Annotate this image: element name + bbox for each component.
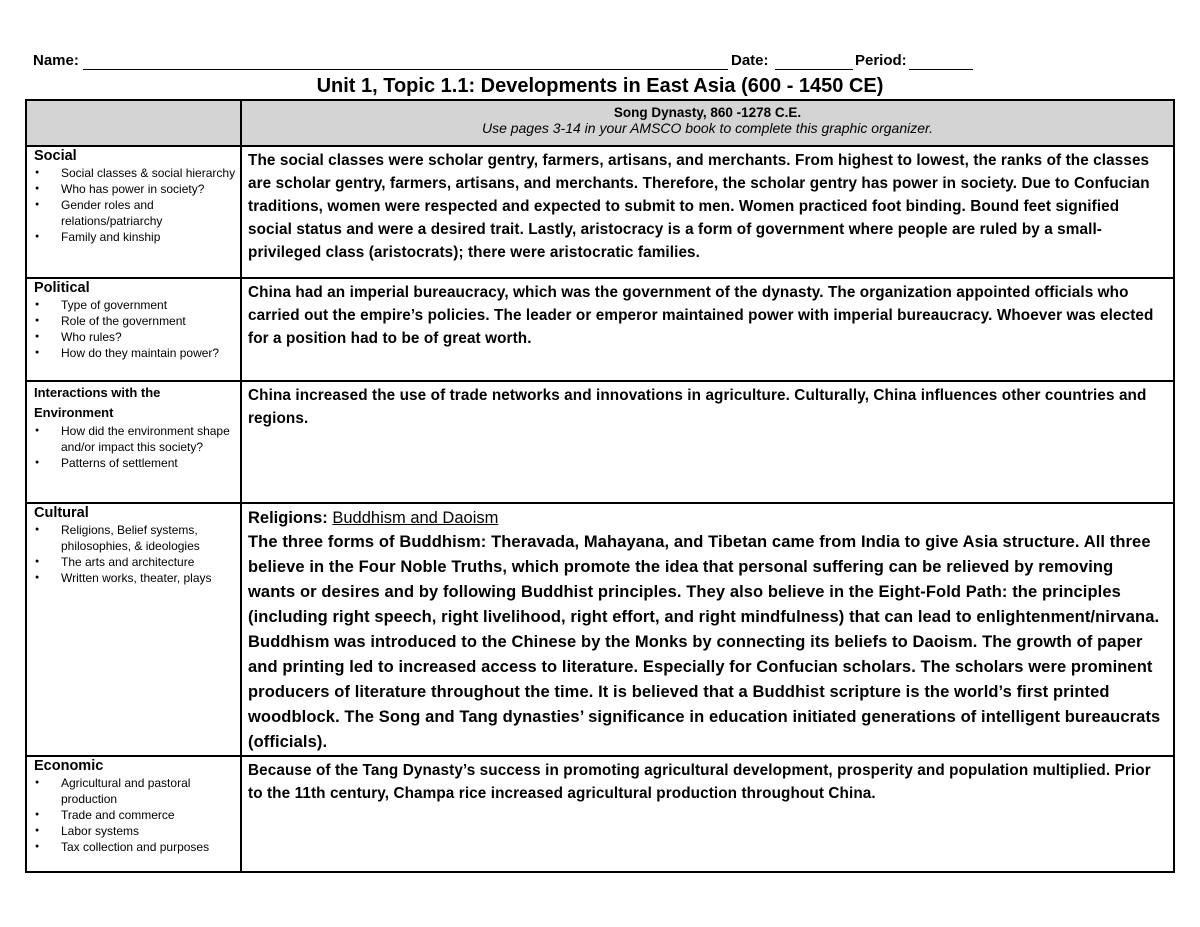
category-label: Political [34, 280, 90, 296]
period-field[interactable] [909, 69, 973, 70]
prompt-item: ● Tax collection and purposes [54, 839, 240, 855]
prompt-item: ● Trade and commerce [54, 807, 240, 823]
environment-category-cell [26, 381, 241, 503]
economic-answer: Because of the Tang Dynasty’s success in promoting agricultural development, prosperity and population multiplied. Prior to the 11th century, Champa rice increased agricultural production throughout China. [248, 762, 1151, 802]
prompt-list [34, 165, 240, 245]
category-label: Economic [34, 758, 104, 774]
instructions-text: Use pages 3-14 in your AMSCO book to complete this graphic organizer. [481, 120, 934, 136]
table-header-row [26, 100, 1174, 146]
political-row [26, 278, 1174, 381]
prompt-item: ● Social classes & social hierarchy [54, 165, 240, 181]
graphic-organizer-table [25, 99, 1175, 873]
category-label: Interactions with the Environment [34, 385, 161, 420]
political-answer: China had an imperial bureaucracy, which was the government of the dynasty. The organization appointed officials who carried out the empire’s policies. The leader or emperor maintained power with imperial bureaucracy. Whoever was elected for a position had to be of great worth. [248, 284, 1154, 347]
cultural-row [26, 503, 1174, 756]
religions-value: Buddhism and Daoism [332, 509, 499, 527]
political-category-cell [26, 278, 241, 381]
prompt-item: ● How do they maintain power? [54, 345, 240, 361]
political-answer-cell[interactable] [241, 278, 1174, 381]
economic-category-cell [26, 756, 241, 872]
prompt-item: ● The arts and architecture [54, 554, 240, 570]
social-category-cell [26, 146, 241, 278]
cultural-answer: The three forms of Buddhism: Theravada, Mahayana, and Tibetan came from India to give Asia structure. All three believe in the Four Noble Truths, which promote the idea that personal suffering can be relieved by removing wants or desires and by following Buddhist principles. They also believe in the Eight-Fold Path: the principles (including right speech, right livelihood, right effort, and right mindfulness) that can lead to enlightenment/nirvana. Buddhism was introduced to the Chinese by the Monks by connecting its beliefs to Daoism. The growth of paper and printing led to increased access to literature. Especially for Confucian scholars. The scholars were prominent producers of literature throughout the time. It is believed that a Buddhist scripture is the world’s first printed woodblock. The Song and Tang dynasties’ significance in education initiated generations of intelligent bureaucrats (officials). [248, 533, 1161, 751]
prompt-item: ● Labor systems [54, 823, 240, 839]
prompt-item: ● Agricultural and pastoral production [54, 775, 240, 807]
date-label: Date: [731, 52, 769, 69]
prompt-list [34, 423, 240, 471]
page-title: Unit 1, Topic 1.1: Developments in East Asia (600 - 1450 CE) [316, 75, 884, 97]
date-field[interactable] [775, 69, 853, 70]
prompt-item: ● Who has power in society? [54, 181, 240, 197]
prompt-item: ● Written works, theater, plays [54, 570, 240, 586]
social-answer-cell[interactable] [241, 146, 1174, 278]
name-field[interactable] [83, 69, 728, 70]
category-label: Social [34, 148, 77, 164]
environment-row [26, 381, 1174, 503]
religions-heading [248, 506, 1165, 530]
prompt-list [34, 522, 240, 586]
prompt-item: ● Who rules? [54, 329, 240, 345]
prompt-item: ● How did the environment shape and/or impact this society? [54, 423, 240, 455]
dynasty-heading: Song Dynasty, 860 -1278 C.E. [613, 105, 802, 120]
economic-answer-cell[interactable] [241, 756, 1174, 872]
prompt-item: ● Religions, Belief systems, philosophies, & ideologies [54, 522, 240, 554]
prompt-list [34, 297, 240, 361]
environment-answer-cell[interactable] [241, 381, 1174, 503]
cultural-category-cell [26, 503, 241, 756]
prompt-item: ● Family and kinship [54, 229, 240, 245]
name-label: Name: [33, 52, 79, 69]
period-label: Period: [855, 52, 907, 69]
cultural-answer-cell[interactable] [241, 503, 1174, 756]
prompt-item: ● Type of government [54, 297, 240, 313]
prompt-list [34, 775, 240, 855]
religions-label: Religions: [248, 509, 328, 527]
economic-row [26, 756, 1174, 872]
student-info-line [33, 52, 973, 72]
environment-answer: China increased the use of trade networks and innovations in agriculture. Culturally, China influences other countries and regions. [248, 387, 1147, 427]
prompt-item: ● Role of the government [54, 313, 240, 329]
category-label: Cultural [34, 505, 89, 521]
header-blank-cell [26, 100, 241, 146]
header-cell [241, 100, 1174, 146]
social-row [26, 146, 1174, 278]
prompt-item: ● Patterns of settlement [54, 455, 240, 471]
social-answer: The social classes were scholar gentry, farmers, artisans, and merchants. From highest to lowest, the ranks of the classes are scholar gentry, farmers, artisans, and merchants. Therefore, the scholar gentry has power in society. Due to Confucian traditions, women were respected and expected to submit to men. Women practiced foot binding. Bound feet signified social status and were a desired trait. Lastly, aristocracy is a form of government where people are ruled by a small-privileged class (aristocrats); there were aristocratic families. [248, 152, 1150, 261]
prompt-item: ● Gender roles and relations/patriarchy [54, 197, 240, 229]
